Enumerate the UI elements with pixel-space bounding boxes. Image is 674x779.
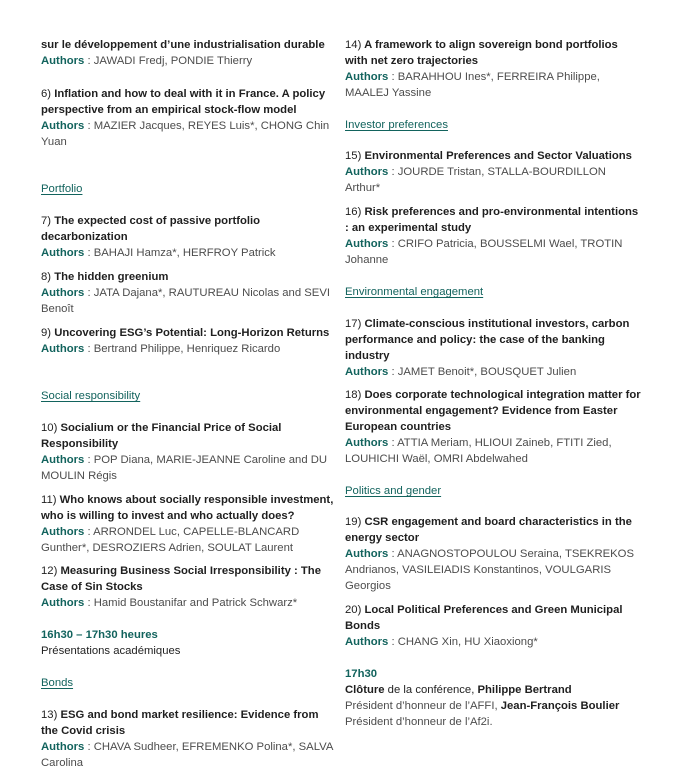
paper-item: 6) Inflation and how to deal with it in France. A policy perspective from an empirical stock-flow model Authors : MAZIER Jacques, REYES Luis*, CHONG Chin Yuan [41,86,337,150]
paper-authors: JAWADI Fredj, PONDIE Thierry [93,55,253,67]
authors-label: Authors [41,343,85,355]
paper-title: 6) Inflation and how to deal with it in France. A policy perspective from an empirical stock-flow model [41,88,326,116]
section-heading-environmental-engagement: Environmental engagement [345,286,484,298]
paper-authors: BARAHHOU Ines*, FERREIRA Philippe, MAALEJ Yassine [345,71,600,99]
paper-title: 11) Who knows about socially responsible investment, who is willing to invest and who actually does? [41,494,334,522]
closing-name-2: Jean-François Boulier [500,700,620,712]
paper-authors: CRIFO Patricia, BOUSSELMI Wael, TROTIN Johanne [345,238,623,266]
paper-authors: ANAGNOSTOPOULOU Seraina, TSEKREKOS Andrianos, VASILEIADIS Konstantinos, VOULGARIS Georgios [345,548,635,592]
paper-title: 9) Uncovering ESG’s Potential: Long-Horizon Returns [41,327,330,339]
paper-authors: CHAVA Sudheer, EFREMENKO Polina*, SALVA Carolina [41,741,333,769]
paper-authors: BAHAJI Hamza*, HERFROY Patrick [93,247,276,259]
paper-title: sur le développement d’une industrialisation durable [41,39,325,51]
closing-time: 17h30 [345,668,378,680]
paper-authors: MAZIER Jacques, REYES Luis*, CHONG Chin Yuan [41,120,330,148]
authors-label: Authors [41,287,85,299]
paper-authors: Bertrand Philippe, Henriquez Ricardo [93,343,281,355]
paper-title: 18) Does corporate technological integration matter for environmental engagement? Evidence from Easter European countries [345,389,641,433]
authors-label: Authors [345,238,389,250]
closing-role-1: Président d’honneur de l’AFFI, [345,700,501,712]
authors-label: Authors [345,366,389,378]
authors-label: Authors [345,437,389,449]
paper-authors: JAMET Benoit*, BOUSQUET Julien [397,366,577,378]
paper-item: sur le développement d’une industrialisation durable Authors : JAWADI Fredj, PONDIE Thierry [41,37,337,69]
paper-title: 19) CSR engagement and board characteristics in the energy sector [345,516,632,544]
paper-title: 12) Measuring Business Social Irresponsibility : The Case of Sin Stocks [41,565,321,593]
section-heading-politics-and-gender: Politics and gender [345,485,442,497]
paper-item: 14) A framework to align sovereign bond portfolios with net zero trajectories Authors : BARAHHOU Ines*, FERREIRA Philippe, MAALEJ Yassine [345,37,641,101]
authors-label: Authors [41,247,85,259]
paper-item: 11) Who knows about socially responsible investment, who is willing to invest and who actually does? Authors : ARRONDEL Luc, CAPELLE-BLANCARD Gunther*, DESROZIERS Adrien, SOULAT Laurent [41,492,337,556]
authors-label: Authors [345,166,389,178]
paper-title: 15) Environmental Preferences and Sector Valuations [345,150,632,162]
paper-title: 16) Risk preferences and pro-environmental intentions : an experimental study [345,206,639,234]
paper-item: 12) Measuring Business Social Irresponsibility : The Case of Sin Stocks Authors : Hamid Boustanifar and Patrick Schwarz* [41,563,337,611]
session-block [41,627,337,659]
authors-label: Authors [41,454,85,466]
paper-authors: ARRONDEL Luc, CAPELLE-BLANCARD Gunther*, DESROZIERS Adrien, SOULAT Laurent [41,526,300,554]
paper-authors: JOURDE Tristan, STALLA-BOURDILLON Arthur* [345,166,606,194]
paper-title: 8) The hidden greenium [41,271,169,283]
section-heading-bonds: Bonds [41,677,74,689]
paper-authors: POP Diana, MARIE-JEANNE Caroline and DU MOULIN Régis [41,454,328,482]
paper-item: 9) Uncovering ESG’s Potential: Long-Horizon Returns Authors : Bertrand Philippe, Henriquez Ricardo [41,325,337,357]
section-heading-portfolio: Portfolio [41,183,83,195]
authors-label: Authors [345,71,389,83]
section-heading-investor-preferences: Investor preferences [345,119,448,131]
paper-item: 13) ESG and bond market resilience: Evidence from the Covid crisis Authors : CHAVA Sudheer, EFREMENKO Polina*, SALVA Carolina [41,707,337,771]
paper-title: 17) Climate-conscious institutional investors, carbon performance and policy: the case of the banking industry [345,318,630,362]
paper-title: 13) ESG and bond market resilience: Evidence from the Covid crisis [41,709,319,737]
closing-role-2: Président d’honneur de l’Af2i. [345,716,493,728]
paper-item: 8) The hidden greenium Authors : JATA Dajana*, RAUTUREAU Nicolas and SEVI Benoît [41,269,337,317]
paper-title: 14) A framework to align sovereign bond portfolios with net zero trajectories [345,39,618,67]
paper-item: 16) Risk preferences and pro-environmental intentions : an experimental study Authors : CRIFO Patricia, BOUSSELMI Wael, TROTIN Johanne [345,204,641,268]
closing-label: Clôture [345,684,385,696]
paper-item: 10) Socialium or the Financial Price of Social Responsibility Authors : POP Diana, MARIE-JEANNE Caroline and DU MOULIN Régis [41,420,337,484]
paper-authors: Hamid Boustanifar and Patrick Schwarz* [93,597,298,609]
paper-authors: CHANG Xin, HU Xiaoxiong* [397,636,538,648]
authors-label: Authors [41,120,85,132]
authors-label: Authors [41,597,85,609]
paper-title: 20) Local Political Preferences and Green Municipal Bonds [345,604,623,632]
authors-label: Authors [345,636,389,648]
session-time: 16h30 – 17h30 heures [41,629,158,641]
paper-item: 19) CSR engagement and board characteristics in the energy sector Authors : ANAGNOSTOPOULOU Seraina, TSEKREKOS Andrianos, VASILEIADIS Konstantinos, VOULGARIS Georgios [345,514,641,594]
paper-authors: JATA Dajana*, RAUTUREAU Nicolas and SEVI Benoît [41,287,331,315]
closing-block [345,666,641,730]
paper-item: 20) Local Political Preferences and Green Municipal Bonds Authors : CHANG Xin, HU Xiaoxiong* [345,602,641,650]
paper-item: 15) Environmental Preferences and Sector Valuations Authors : JOURDE Tristan, STALLA-BOURDILLON Arthur* [345,148,641,196]
authors-label: Authors [41,526,85,538]
closing-text [345,682,641,730]
authors-label: Authors [41,741,85,753]
paper-item: 17) Climate-conscious institutional investors, carbon performance and policy: the case of the banking industry Authors : JAMET Benoit*, BOUSQUET Julien [345,316,641,380]
closing-name-1: Philippe Bertrand [477,684,572,696]
closing-rest: de la conférence, [384,684,478,696]
authors-label: Authors [41,55,85,67]
session-label: Présentations académiques [41,645,181,657]
paper-authors: ATTIA Meriam, HLIOUI Zaineb, FTITI Zied, LOUHICHI Waël, OMRI Abdelwahed [345,437,612,465]
paper-item: 18) Does corporate technological integration matter for environmental engagement? Evidence from Easter European countries Authors : ATTIA Meriam, HLIOUI Zaineb, FTITI Zied, LOUHICHI Waël, OMRI Abdelwahed [345,389,641,465]
section-heading-social-responsibility: Social responsibility [41,390,141,402]
paper-title: 7) The expected cost of passive portfolio decarbonization [41,215,261,243]
paper-item: 7) The expected cost of passive portfolio decarbonization Authors : BAHAJI Hamza*, HERFROY Patrick [41,213,337,261]
paper-title: 10) Socialium or the Financial Price of Social Responsibility [41,422,282,450]
authors-label: Authors [345,548,389,560]
